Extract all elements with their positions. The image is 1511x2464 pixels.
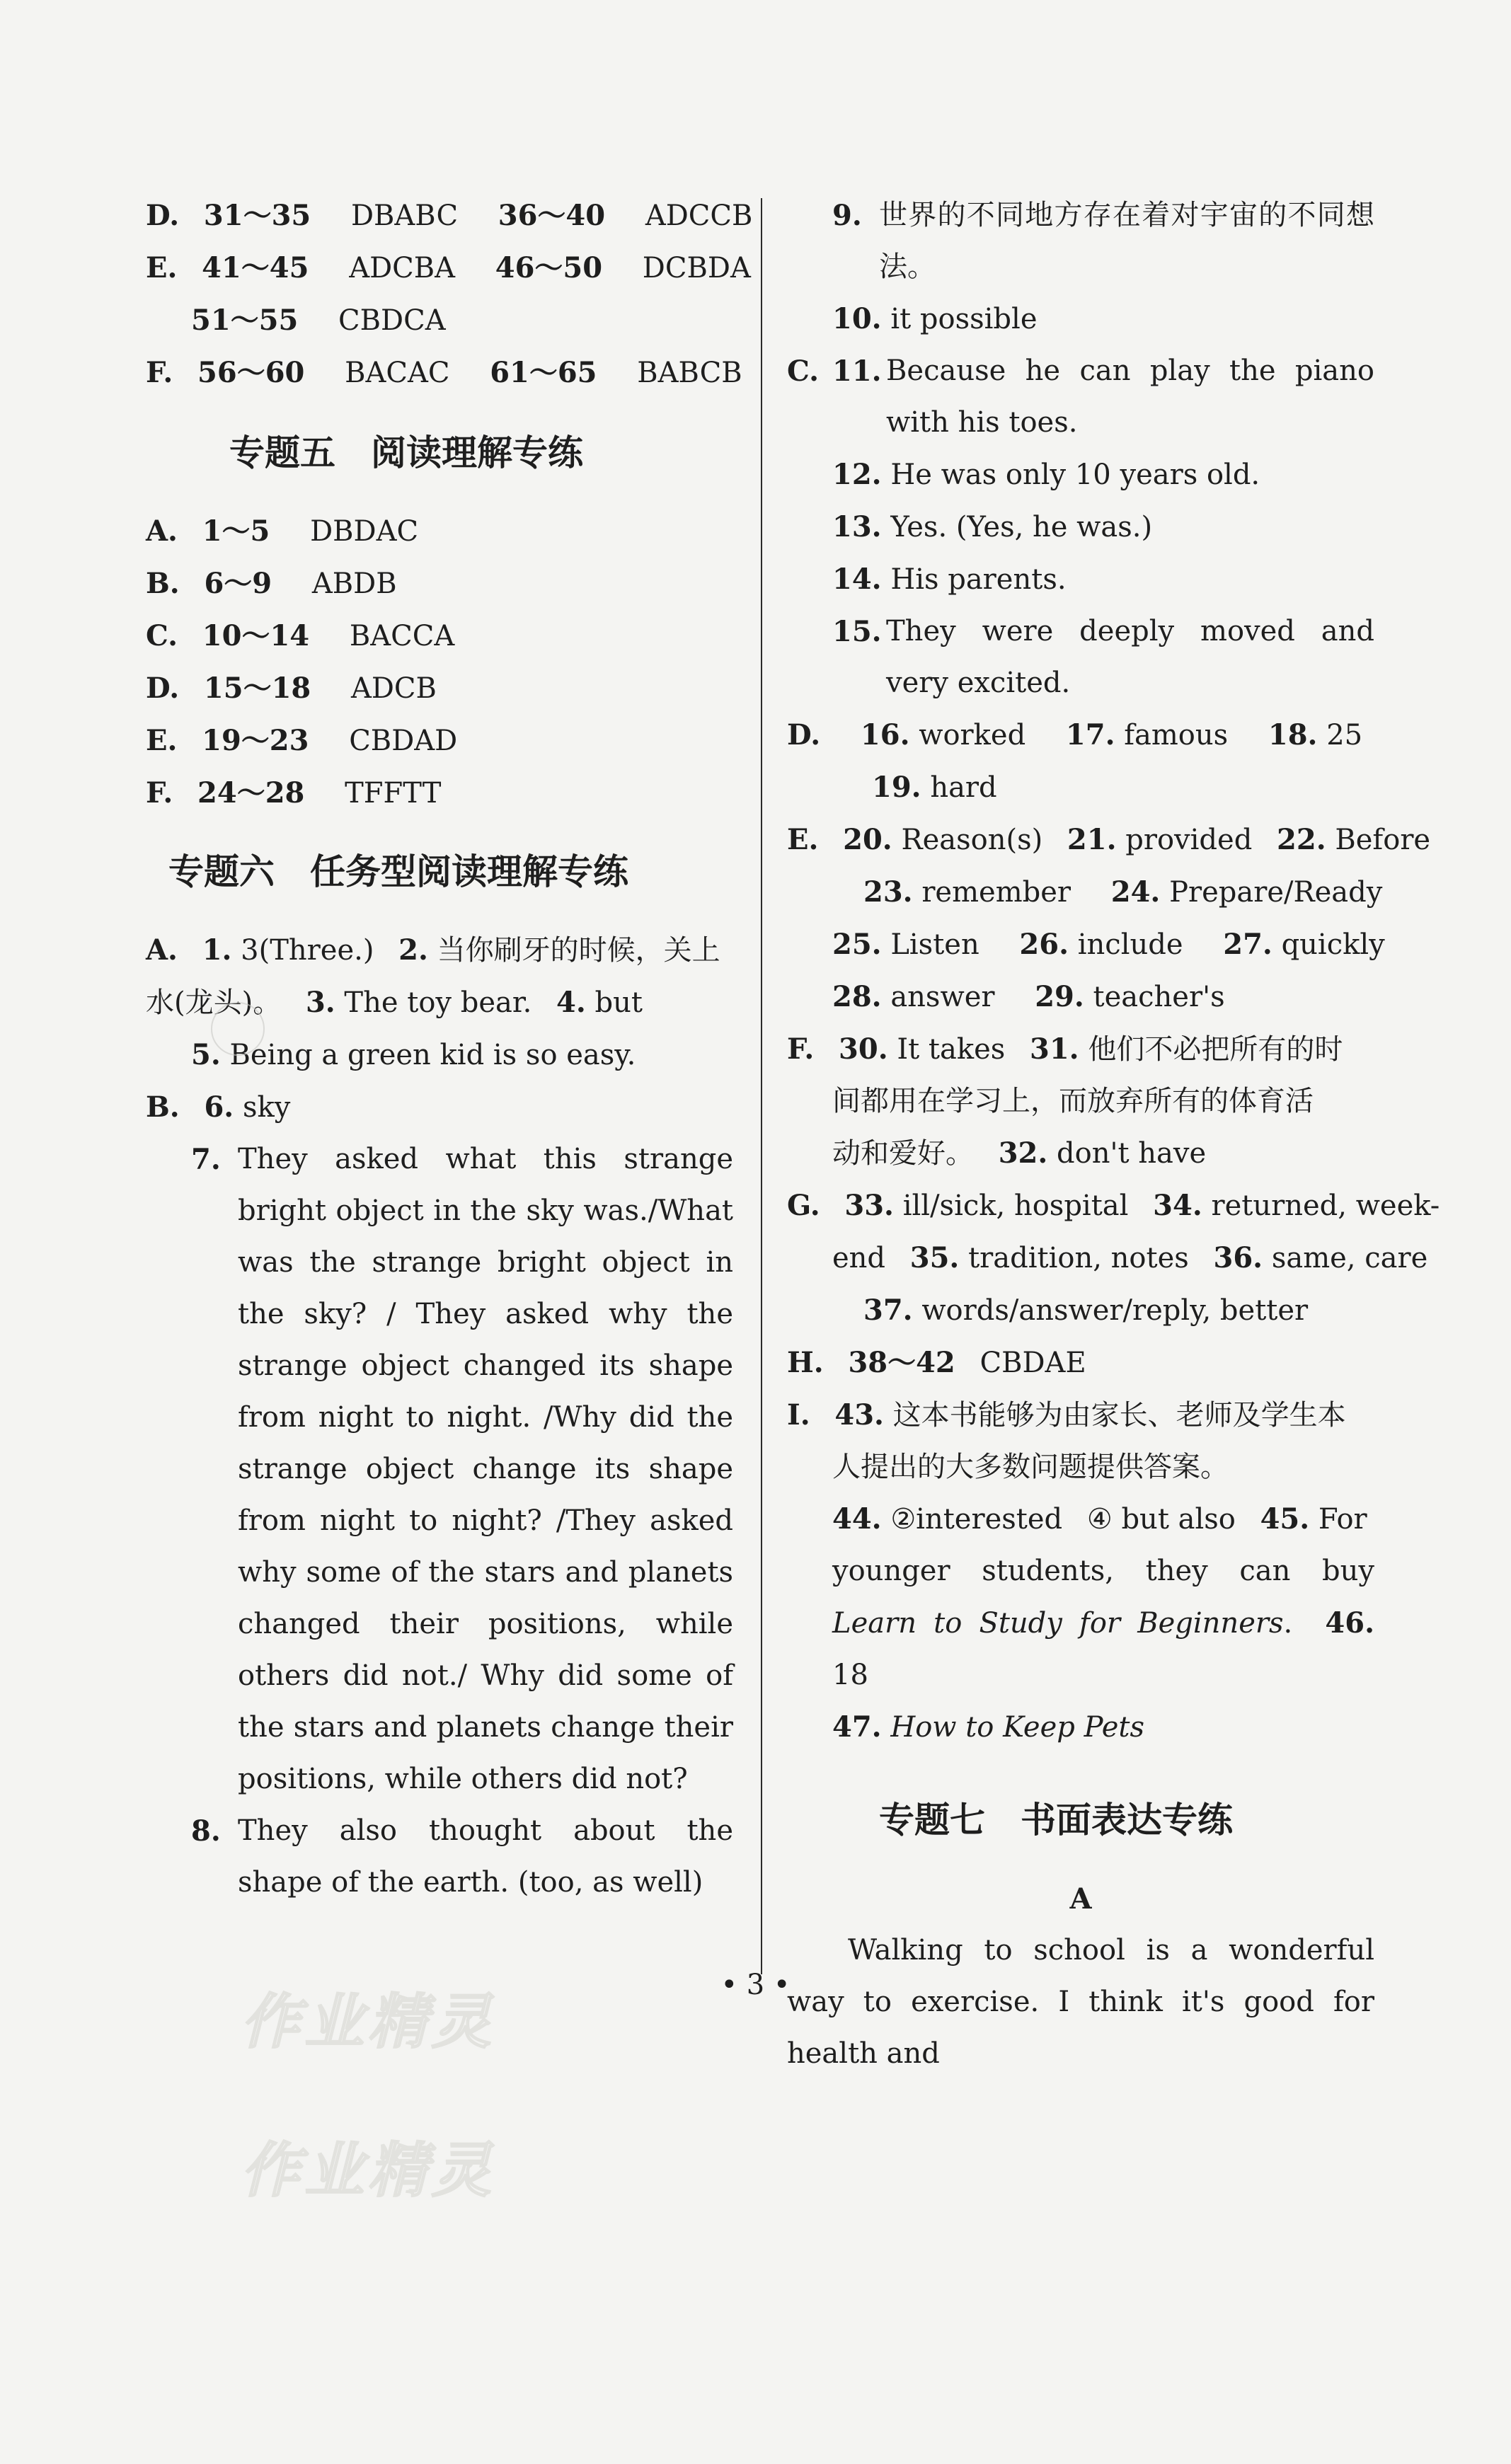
question-number: 17. (1065, 718, 1115, 752)
answer-text: Listen (890, 928, 979, 961)
range: 31～35 (203, 199, 311, 232)
sec6-b-q7 (146, 1134, 733, 1805)
q15 (787, 606, 1374, 709)
question-number: 47. (832, 1710, 882, 1744)
section-label: B. (146, 1090, 180, 1124)
sec-f-line3 (787, 1127, 1374, 1180)
sec-f-line1 (787, 1023, 1374, 1076)
answer-text: They were deeply moved and very excited. (886, 615, 1374, 699)
sec-d-line1 (787, 709, 1374, 761)
sec-e-line2 (787, 866, 1383, 919)
answer-text: same, care (1271, 1242, 1428, 1274)
sec5-row (146, 662, 733, 715)
range: 19～23 (202, 724, 309, 757)
answer-text: include (1077, 928, 1183, 961)
answer-text: 他们不必把所有的时 (1088, 1033, 1343, 1066)
section-label: F. (146, 776, 173, 810)
answer-row-e (146, 242, 751, 294)
question-number: 11. (832, 355, 882, 388)
question-number: 20. (843, 823, 892, 856)
q10 (787, 293, 1374, 345)
answer-text: 动和爱好。 (832, 1137, 974, 1170)
section-label: C. (787, 355, 820, 388)
range: 46～50 (495, 251, 603, 284)
answers: ADCBA (349, 252, 456, 284)
answer-text: It takes (897, 1033, 1006, 1066)
answer-text: worked (919, 719, 1026, 752)
question-number: 45. (1260, 1502, 1310, 1536)
answers: ADCB (350, 672, 437, 705)
range: 56～60 (197, 356, 305, 389)
sec6-b-line1 (146, 1081, 733, 1134)
stamp-mark (211, 1002, 265, 1056)
answers: BABCB (637, 357, 742, 389)
question-number: 7. (191, 1143, 221, 1176)
question-number: 27. (1223, 928, 1272, 961)
answer-text: words/answer/reply, better (921, 1294, 1309, 1327)
question-number: 26. (1019, 928, 1069, 961)
q13 (787, 501, 1374, 553)
answer-text: Reason(s) (901, 824, 1043, 856)
range: 41～45 (202, 251, 309, 284)
sec-g-line2 (787, 1232, 1428, 1284)
sec-g-line1 (787, 1180, 1440, 1232)
question-number: 25. (832, 928, 882, 961)
answer-text: ②interested (890, 1503, 1063, 1536)
sec-h (787, 1337, 1374, 1389)
column-divider (761, 198, 762, 1974)
answer-text: don't have (1057, 1137, 1207, 1170)
range: 6～9 (204, 567, 272, 600)
question-number: 12. (832, 458, 882, 491)
question-number: 6. (204, 1090, 234, 1124)
answer-text: it possible (890, 303, 1038, 335)
section-label: A. (146, 514, 178, 548)
answers: ADCCB (645, 200, 753, 232)
sec-e-line1 (787, 814, 1431, 866)
answers: DBDAC (310, 515, 419, 548)
question-number: 35. (909, 1241, 960, 1274)
range: 38～42 (848, 1346, 955, 1379)
answer-text: 间都用在学习上，而放弃所有的体育活 (832, 1085, 1314, 1117)
answer-text: sky (242, 1091, 291, 1124)
sec-i-line4 (787, 1545, 1374, 1701)
q9 (787, 190, 1374, 293)
answer-text: For (1318, 1503, 1367, 1536)
section-heading-7: 专题七 书面表达专练 (879, 1800, 1233, 1841)
question-number: 18. (1268, 718, 1318, 752)
q12 (787, 449, 1374, 501)
answer-row-f (146, 347, 742, 399)
question-number: 19. (872, 771, 921, 804)
question-number: 32. (998, 1136, 1048, 1170)
range: 51～55 (191, 304, 299, 337)
answers: CBDAE (979, 1347, 1086, 1379)
sec5-row (146, 505, 733, 558)
question-number: 10. (832, 302, 882, 335)
section-label: D. (146, 199, 180, 232)
sec-e-line3 (787, 919, 1385, 971)
question-number: 5. (191, 1038, 221, 1071)
question-number: 21. (1067, 823, 1117, 856)
answer-text: How to Keep Pets (890, 1711, 1144, 1744)
sec-i-line3 (787, 1493, 1374, 1545)
watermark: 作业精灵 (241, 2136, 496, 2205)
section-label: E. (146, 251, 178, 284)
answer-text: hard (930, 771, 997, 804)
question-number: 15. (832, 615, 882, 648)
answer-text: quickly (1281, 928, 1385, 961)
section-heading-6: 专题六 任务型阅读理解专练 (168, 851, 628, 892)
essay-paragraph: Walking to school is a wonderful way to exercise. I think it's good for health and (787, 1934, 1374, 2070)
section-label: G. (787, 1189, 820, 1222)
answer-text: 人提出的大多数问题提供答案。 (832, 1451, 1229, 1483)
answer-text: 水(龙头)。 (146, 986, 282, 1019)
book-title: Learn to Study for Beginners (832, 1607, 1284, 1640)
answers: DCBDA (642, 252, 751, 284)
section-label: A. (146, 933, 178, 967)
answer-text: 这本书能够为由家长、老师及学生本 (892, 1399, 1346, 1432)
answer-row-e2 (146, 294, 733, 347)
answer-text: Yes. (Yes, he was.) (890, 511, 1153, 543)
answer-text: returned, week- (1211, 1190, 1440, 1222)
range: 24～28 (197, 776, 305, 810)
answer-text: The toy bear. (344, 986, 532, 1019)
question-number: 13. (832, 510, 882, 543)
range: 36～40 (498, 199, 606, 232)
question-number: 28. (832, 980, 882, 1013)
question-number: 30. (839, 1032, 888, 1066)
section-label: B. (146, 567, 180, 600)
section-label: D. (146, 672, 180, 705)
sec-d-line2 (787, 761, 1374, 814)
question-number: 9. (832, 199, 862, 232)
sec5-row (146, 715, 733, 767)
question-number: 46. (1325, 1606, 1374, 1640)
sec-i-line5 (787, 1701, 1374, 1754)
range: 10～14 (202, 619, 310, 652)
answer-text: answer (890, 981, 995, 1013)
answer-text: Prepare/Ready (1169, 876, 1383, 909)
sec6-a-line1 (146, 924, 733, 977)
q11 (787, 345, 1374, 449)
sec5-row (146, 610, 733, 662)
section-label: I. (787, 1398, 810, 1432)
section-label: E. (146, 724, 178, 757)
answer-text: ill/sick, hospital (902, 1190, 1129, 1222)
sec5-row (146, 767, 733, 819)
punctuation: . (1283, 1607, 1293, 1640)
sec-f-line2 (787, 1076, 1374, 1127)
answers: CBDCA (338, 304, 446, 337)
answers: BACCA (349, 620, 455, 652)
q14 (787, 553, 1374, 606)
answer-text: remember (921, 876, 1072, 909)
question-number: 16. (860, 718, 910, 752)
question-number: 24. (1110, 875, 1161, 909)
question-number: 2. (398, 933, 428, 967)
answer-text: His parents. (890, 563, 1067, 596)
subsection-a: A (1069, 1882, 1092, 1916)
answers: TFFTT (345, 777, 442, 810)
sec-g-line3 (787, 1284, 1374, 1337)
answer-text: provided (1125, 824, 1253, 856)
answers: CBDAD (349, 725, 458, 757)
answer-text: younger students, they can buy (832, 1555, 1374, 1587)
question-number: 44. (832, 1502, 882, 1536)
section-label: H. (787, 1346, 824, 1379)
answer-text: teacher's (1093, 981, 1225, 1013)
answer-text: 25 (1326, 719, 1363, 752)
question-number: 34. (1153, 1189, 1202, 1222)
section-label: F. (146, 356, 173, 389)
section-heading-5: 专题五 阅读理解专练 (229, 432, 583, 473)
range: 15～18 (203, 672, 311, 705)
answer-text: 18 (832, 1659, 868, 1691)
question-number: 31. (1030, 1032, 1079, 1066)
answer-text: 3(Three.) (241, 934, 374, 967)
question-number: 29. (1035, 980, 1084, 1013)
question-number: 37. (863, 1294, 913, 1327)
watermark: 作业精灵 (241, 1987, 496, 2056)
question-number: 22. (1277, 823, 1326, 856)
answer-text: end (832, 1242, 886, 1274)
answers: ABDB (311, 568, 397, 600)
sec-e-line4 (787, 971, 1374, 1023)
answer-text: Before (1335, 824, 1431, 856)
answer-text: They also thought about the shape of the earth. (too, as well) (238, 1814, 733, 1899)
question-number: 4. (556, 986, 586, 1019)
sec6-b-q8 (146, 1805, 733, 1909)
answers: DBABC (350, 200, 459, 232)
answer-text: famous (1124, 719, 1229, 752)
answer-text: Because he can play the piano with his toes. (886, 355, 1374, 439)
answer-text: 世界的不同地方存在着对宇宙的不同想法。 (879, 199, 1374, 283)
question-number: 36. (1213, 1241, 1263, 1274)
question-number: 43. (834, 1398, 884, 1432)
sec-i-line1 (787, 1389, 1374, 1441)
answer-text: ④ but also (1086, 1503, 1236, 1536)
sec-i-line2 (787, 1441, 1374, 1493)
answer-text: tradition, notes (968, 1242, 1189, 1274)
section-label: C. (146, 619, 178, 652)
section-label: D. (787, 718, 821, 752)
page-number: • 3 • (720, 1969, 791, 2001)
right-column (787, 190, 1440, 2080)
answer-text: 当你刷牙的时候，关上 (437, 934, 720, 967)
question-number: 1. (202, 933, 232, 967)
answer-text: but (594, 986, 643, 1019)
question-number: 33. (844, 1189, 894, 1222)
section-label: E. (787, 823, 819, 856)
answer-text: Being a green kid is so easy. (229, 1039, 636, 1071)
answers: BACAC (345, 357, 450, 389)
question-number: 8. (191, 1814, 221, 1848)
range: 61～65 (490, 356, 597, 389)
question-number: 14. (832, 563, 882, 596)
answer-row-d (146, 190, 753, 242)
question-number: 23. (863, 875, 913, 909)
section-label: F. (787, 1032, 815, 1066)
sec5-row (146, 558, 733, 610)
range: 1～5 (202, 514, 270, 548)
answer-text: He was only 10 years old. (890, 459, 1260, 491)
answer-text: They asked what this strange bright object in the sky was./What was the strange bright object in the sky? / They asked why the strange object changed its shape from night to night. /Why did the strange object change its shape from night to night? /They asked why some of the stars and planets changed their positions, while others did not./ Why did some of the stars and planets change their positions, while others did not? (238, 1143, 733, 1795)
question-number: 3. (305, 986, 335, 1019)
